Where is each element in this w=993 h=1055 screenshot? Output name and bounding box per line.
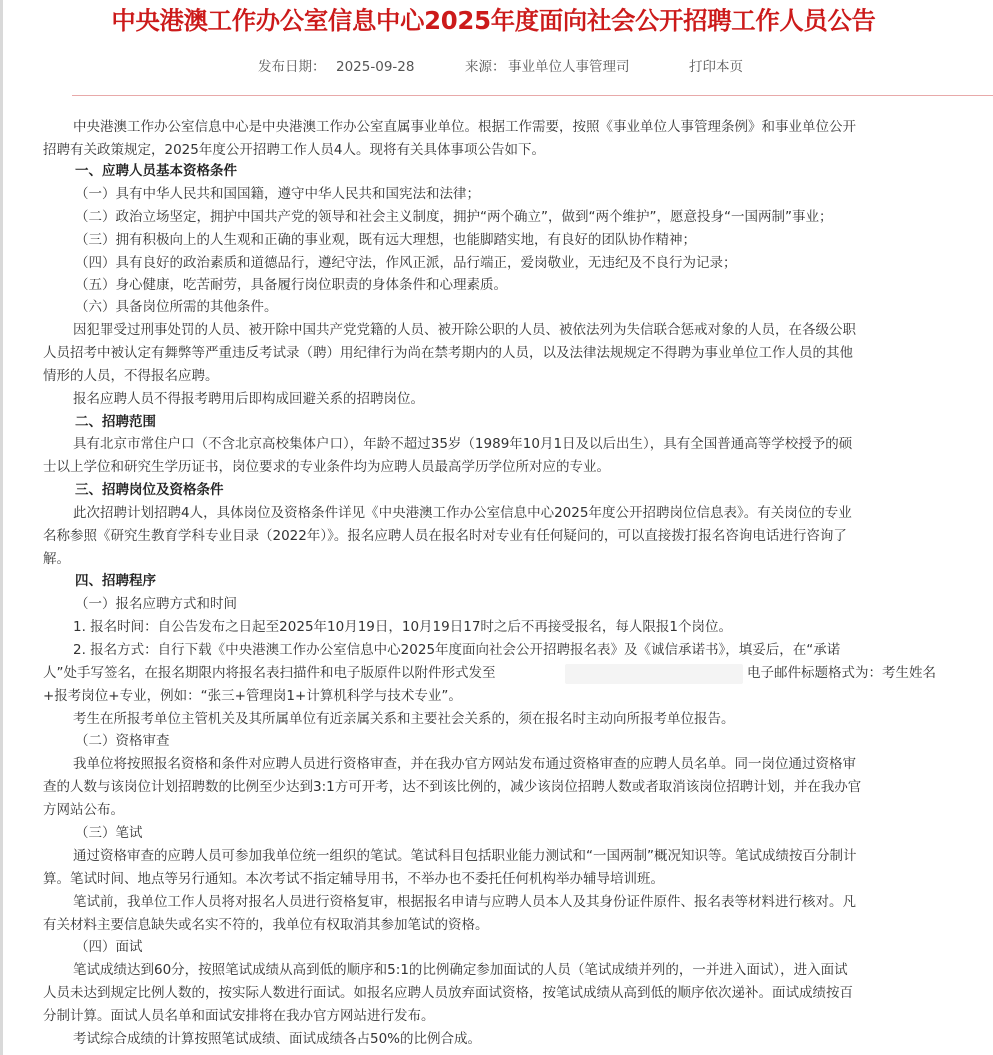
redacted-email-address	[565, 664, 743, 684]
body-line: （五）身心健康，吃苦耐劳，具备履行岗位职责的身体条件和心理素质。	[75, 277, 507, 293]
section-heading: 二、招聘范围	[75, 414, 156, 430]
body-line: 有关材料主要信息缺失或名实不符的，我单位有权取消其参加笔试的资格。	[43, 917, 489, 933]
body-line: 通过资格审查的应聘人员可参加我单位统一组织的笔试。笔试科目包括职业能力测试和“一国两制”概况知识等。笔试成绩按百分制计	[73, 848, 857, 864]
body-line: 2. 报名方式：自行下载《中央港澳工作办公室信息中心2025年度面向社会公开招聘报名表》及《诚信承诺书》，填妥后，在“承诺	[73, 642, 841, 658]
subsection-heading: （二）资格审查	[75, 733, 170, 749]
body-line: 此次招聘计划招聘4人，具体岗位及资格条件详见《中央港澳工作办公室信息中心2025年度公开招聘岗位信息表》。有关岗位的专业	[73, 505, 852, 521]
source-value: 事业单位人事管理司	[508, 59, 630, 75]
body-line: 考试综合成绩的计算按照笔试成绩、面试成绩各占50%的比例合成。	[73, 1031, 482, 1047]
body-line: 我单位将按照报名资格和条件对应聘人员进行资格审查，并在我办官方网站发布通过资格审查的应聘人员名单。同一岗位通过资格审	[73, 756, 856, 772]
body-line: 人员未达到规定比例人数的，按实际人数进行面试。如报名应聘人员放弃面试资格，按笔试成绩从高到低的顺序依次递补。面试成绩按百	[43, 985, 853, 1001]
body-line: 具有北京市常住户口（不含北京高校集体户口），年龄不超过35岁（1989年10月1日及以后出生），具有全国普通高等学校授予的硕	[73, 436, 853, 452]
body-line: 笔试前，我单位工作人员将对报名人员进行资格复审，根据报名申请与应聘人员本人及其身份证件原件、报名表等材料进行核对。凡	[73, 894, 856, 910]
body-line: 人”处手写签名，在报名期限内将报名表扫描件和电子版原件以附件形式发至	[43, 665, 496, 681]
body-line: （六）具备岗位所需的其他条件。	[75, 299, 278, 315]
body-line: 情形的人员，不得报名应聘。	[43, 368, 219, 384]
body-line: 人员招考中被认定有舞弊等严重违反考试录（聘）用纪律行为尚在禁考期内的人员，以及法律法规规定不得聘为事业单位工作人员的其他	[43, 345, 853, 361]
body-line: 解。	[43, 551, 70, 567]
body-line: （二）政治立场坚定，拥护中国共产党的领导和社会主义制度，拥护“两个确立”，做到“两个维护”，愿意投身“一国两制”事业；	[75, 209, 833, 225]
body-line: 查的人数与该岗位计划招聘数的比例至少达到3:1方可开考，达不到该比例的，减少该岗位招聘人数或者取消该岗位招聘计划，并在我办官	[43, 779, 862, 795]
body-line: 算。笔试时间、地点等另行通知。本次考试不指定辅导用书，不举办也不委托任何机构举办辅导培训班。	[43, 871, 664, 887]
body-line: 报名应聘人员不得报考聘用后即构成回避关系的招聘岗位。	[73, 391, 424, 407]
body-line: 中央港澳工作办公室信息中心是中央港澳工作办公室直属事业单位。根据工作需要，按照《事业单位人事管理条例》和事业单位公开	[73, 119, 856, 135]
body-line: 士以上学位和研究生学历证书，岗位要求的专业条件均为应聘人员最高学历学位所对应的专业。	[43, 459, 610, 475]
body-line: 笔试成绩达到60分，按照笔试成绩从高到低的顺序和5:1的比例确定参加面试的人员（笔试成绩并列的，一并进入面试），进入面试	[73, 962, 848, 978]
subsection-heading: （一）报名应聘方式和时间	[75, 596, 237, 612]
page-title: 中央港澳工作办公室信息中心2025年度面向社会公开招聘工作人员公告	[111, 6, 876, 35]
body-line: 1. 报名时间：自公告发布之日起至2025年10月19日，10月19日17时之后不再接受报名，每人限报1个岗位。	[73, 619, 733, 635]
section-heading: 一、应聘人员基本资格条件	[75, 163, 237, 179]
body-line: 因犯罪受过刑事处罚的人员、被开除中国共产党党籍的人员、被开除公职的人员、被依法列为失信联合惩戒对象的人员，在各级公职	[73, 322, 856, 338]
body-line: +报考岗位+专业，例如：“张三+管理岗1+计算机科学与技术专业”。	[43, 688, 462, 704]
body-line: 方网站公布。	[43, 802, 124, 818]
body-line: （一）具有中华人民共和国国籍，遵守中华人民共和国宪法和法律；	[75, 186, 480, 202]
subsection-heading: （四）面试	[75, 939, 143, 955]
body-line: 招聘有关政策规定，2025年度公开招聘工作人员4人。现将有关具体事项公告如下。	[43, 142, 545, 158]
body-line: 名称参照《研究生教育学科专业目录（2022年）》。报名应聘人员在报名时对专业有任何疑问的，可以直接拨打报名咨询电话进行咨询了	[43, 528, 847, 544]
publish-date: 2025-09-28	[336, 59, 415, 75]
source-label: 来源：	[465, 59, 506, 75]
subsection-heading: （三）笔试	[75, 825, 143, 841]
print-page-link[interactable]: 打印本页	[689, 59, 743, 75]
body-line: 电子邮件标题格式为：考生姓名	[747, 665, 936, 681]
body-line: （四）具有良好的政治素质和道德品行，遵纪守法，作风正派，品行端正，爱岗敬业，无违纪及不良行为记录；	[75, 255, 737, 271]
section-heading: 四、招聘程序	[75, 573, 156, 589]
body-line: 考生在所报考单位主管机关及其所属单位有近亲属关系和主要社会关系的，须在报名时主动向所报考单位报告。	[73, 711, 735, 727]
body-line: （三）拥有积极向上的人生观和正确的事业观，既有远大理想，也能脚踏实地，有良好的团队协作精神；	[75, 232, 696, 248]
body-line: 分制计算。面试人员名单和面试安排将在我办官方网站进行发布。	[43, 1008, 435, 1024]
section-heading: 三、招聘岗位及资格条件	[75, 482, 224, 498]
publish-date-label: 发布日期：	[258, 59, 326, 75]
